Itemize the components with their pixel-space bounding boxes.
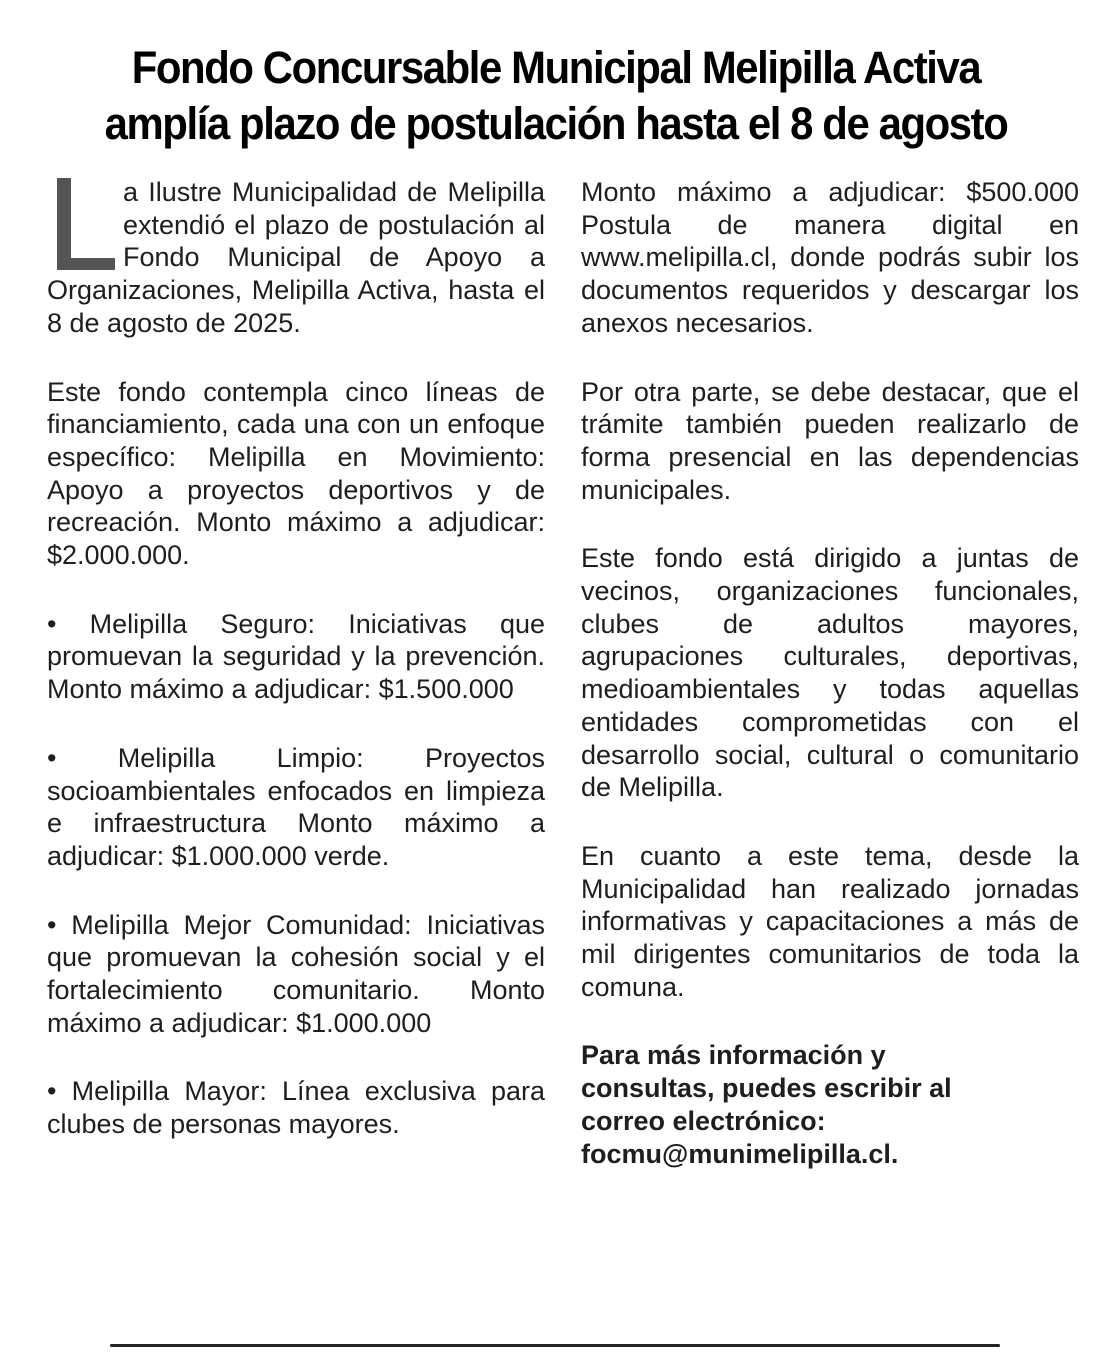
left-column [47, 176, 545, 1141]
funding-lines-paragraph: Este fondo contempla cinco líneas de financiamiento, cada una con un enfoque específico: Melipilla en Movimiento: Apoyo a proyectos deportivos y de recreación. Monto máximo a adjudicar: $2.000.000. [47, 376, 545, 571]
intro-block [47, 176, 545, 340]
dropcap-letter [47, 178, 115, 270]
presencial-paragraph: Por otra parte, se debe destacar, que el trámite también pueden realizarlo de forma presencial en las dependencias municipales. [581, 376, 1079, 505]
line-item-comunidad: • Melipilla Mejor Comunidad: Iniciativas que promuevan la cohesión social y el fortalecimiento comunitario. Monto máximo a adjudicar: $1.000.000 [47, 909, 545, 1038]
dropcap-foot [57, 258, 115, 270]
article-headline [39, 40, 1073, 152]
bottom-divider [110, 1344, 1000, 1347]
headline-line-1: Fondo Concursable Municipal Melipilla Activa [131, 42, 981, 93]
headline-line-2: amplía plazo de postulación hasta el 8 de agosto [104, 98, 1008, 149]
contact-line-3: correo electrónico: [581, 1105, 826, 1136]
contact-info [581, 1039, 1079, 1170]
line-item-limpio: • Melipilla Limpio: Proyectos socioambientales enfocados en limpieza e infraestructura Monto máximo a adjudicar: $1.000.000 verde. [47, 742, 545, 871]
contact-line-1: Para más información y [581, 1040, 886, 1071]
workshops-paragraph: En cuanto a este tema, desde la Municipalidad han realizado jornadas informativas y capacitaciones a más de mil dirigentes comunitarios de toda la comuna. [581, 840, 1079, 1002]
line-item-seguro: • Melipilla Seguro: Iniciativas que promuevan la seguridad y la prevención. Monto máximo a adjudicar: $1.500.000 [47, 608, 545, 705]
audience-paragraph: Este fondo está dirigido a juntas de vecinos, organizaciones funcionales, clubes de adultos mayores, agrupaciones culturales, deportivas, medioambientales y todas aquellas entidades comprometidas con el desarrollo social, cultural o comunitario de Melipilla. [581, 543, 1079, 803]
contact-line-2: consultas, puedes escribir al [581, 1073, 952, 1104]
intro-paragraph: a Ilustre Municipalidad de Melipilla extendió el plazo de postulación al Fondo Municipal de Apoyo a Organizaciones, Melipilla Activa, hasta el 8 de agosto de 2025. [47, 177, 545, 338]
mayor-continuation-paragraph: Monto máximo a adjudicar: $500.000 Postula de manera digital en www.melipilla.cl, donde podrás subir los documentos requeridos y descargar los anexos necesarios. [581, 177, 1079, 338]
line-item-mayor: • Melipilla Mayor: Línea exclusiva para clubes de personas mayores. [47, 1076, 545, 1140]
right-column [581, 176, 1079, 1170]
contact-email: focmu@munimelipilla.cl. [581, 1138, 899, 1169]
dropcap-stem [57, 178, 71, 270]
